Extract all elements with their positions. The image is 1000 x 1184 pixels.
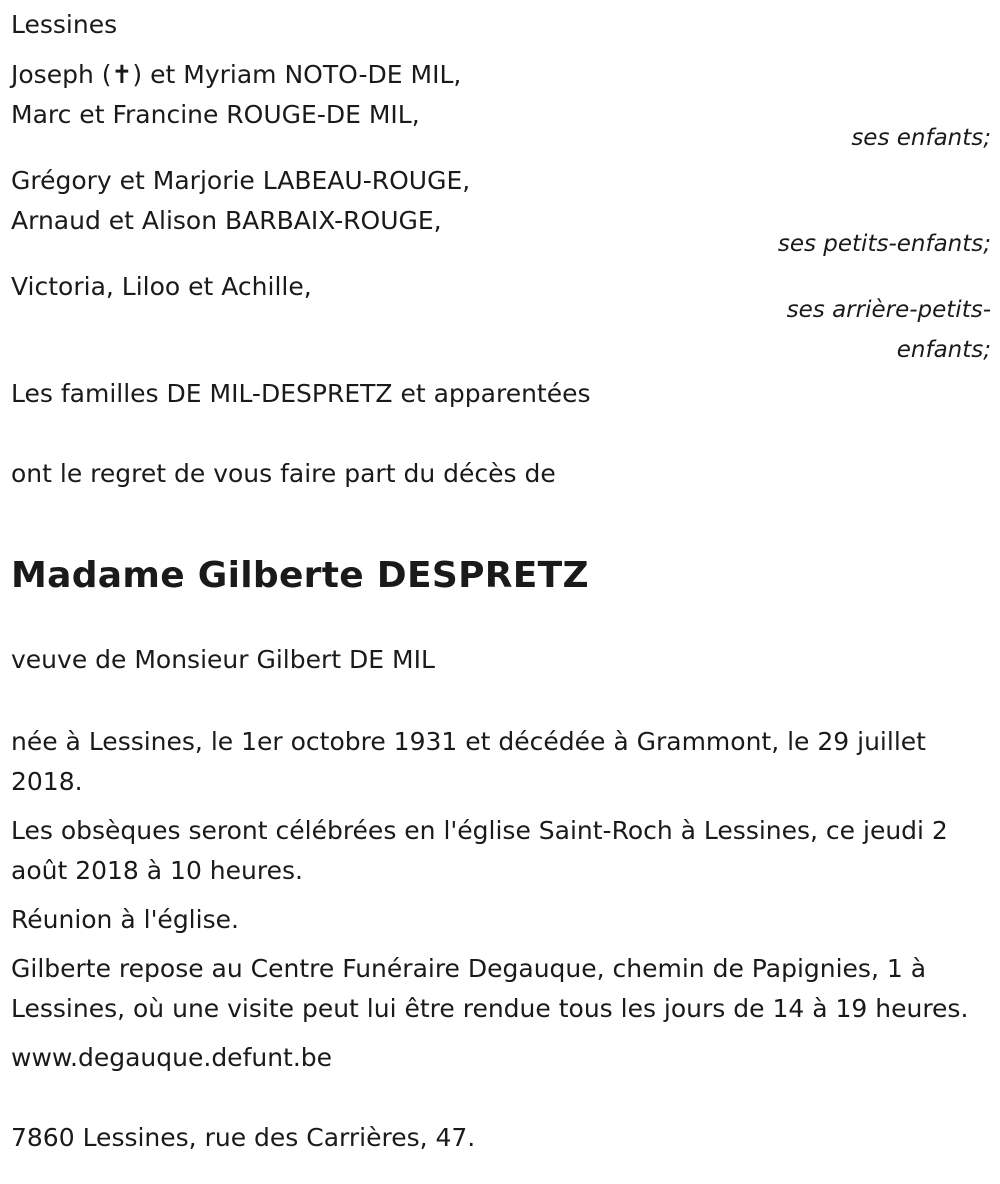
deceased-name: Madame Gilberte DESPRETZ xyxy=(11,555,589,596)
widow-of-line: veuve de Monsieur Gilbert DE MIL xyxy=(11,645,435,674)
website-link[interactable]: www.degauque.defunt.be xyxy=(11,1043,333,1072)
grandchildren-block xyxy=(11,161,991,264)
great-grandchildren-line: Victoria, Liloo et Achille, xyxy=(11,272,312,301)
obituary-notice xyxy=(11,5,991,1158)
grandchild-line-2: Arnaud et Alison BARBAIX-ROUGE, xyxy=(11,206,442,235)
visitation-text: Gilberte repose au Centre Funéraire Degauque, chemin de Papignies, 1 à Lessines, où une visite peut lui être rendue tous les jours de 14 à 19 heures. xyxy=(11,954,969,1023)
grandchild-line-1: Grégory et Marjorie LABEAU-ROUGE, xyxy=(11,166,471,195)
address-line: 7860 Lessines, rue des Carrières, 47. xyxy=(11,1123,476,1152)
birth-death-text: née à Lessines, le 1er octobre 1931 et décédée à Grammont, le 29 juillet 2018. xyxy=(11,727,926,796)
children-block xyxy=(11,55,991,158)
funeral-text: Les obsèques seront célébrées en l'église Saint-Roch à Lessines, ce jeudi 2 août 2018 à 10 heures. xyxy=(11,816,948,885)
children-role: ses enfants; xyxy=(851,125,991,151)
families-line: Les familles DE MIL-DESPRETZ et apparentées xyxy=(11,379,591,408)
child-line-1: Joseph (✝) et Myriam NOTO-DE MIL, xyxy=(11,60,462,89)
city-heading: Lessines xyxy=(11,10,118,39)
grandchildren-role: ses petits-enfants; xyxy=(777,231,991,257)
meeting-text: Réunion à l'église. xyxy=(11,905,239,934)
great-grandchildren-role-2: enfants; xyxy=(896,337,991,363)
announcement-line: ont le regret de vous faire part du décès de xyxy=(11,459,556,488)
great-grandchildren-role-1: ses arrière-petits- xyxy=(786,297,991,323)
child-line-2: Marc et Francine ROUGE-DE MIL, xyxy=(11,100,420,129)
great-grandchildren-block xyxy=(11,267,991,370)
